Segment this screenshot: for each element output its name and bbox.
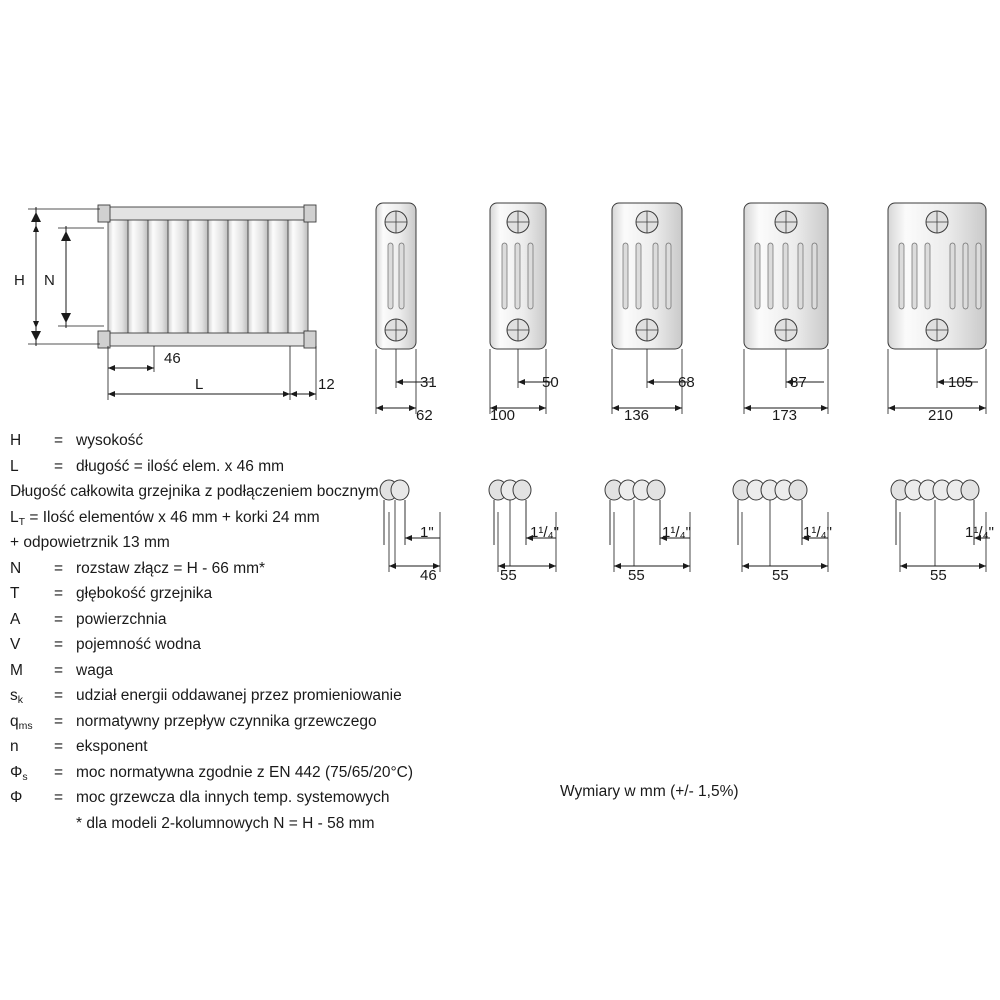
dim-thread-1: 1"	[420, 524, 434, 541]
dim-outer-5: 210	[928, 407, 954, 424]
legend-text: waga	[76, 661, 114, 679]
legend-text: = Ilość elementów x 46 mm + korki 24 mm	[29, 508, 320, 526]
legend-total-length-note: Długość całkowita grzejnika z podłączeniem bocznym	[10, 483, 379, 500]
dim-conn-1: 46	[420, 567, 437, 584]
legend-equals: =	[54, 457, 64, 475]
legend-symbol: T	[10, 585, 20, 602]
legend-symbol: A	[10, 610, 21, 628]
legend-symbol-sub: ms	[18, 719, 33, 732]
dim-inner-3: 68	[678, 374, 695, 391]
legend-symbol-lt-sub: T	[18, 515, 26, 528]
legend-symbol: M	[10, 661, 23, 679]
dim-thread-4: 1¹/₄"	[803, 524, 832, 541]
legend-equals: =	[54, 789, 64, 806]
legend-symbol: Φ	[10, 789, 23, 806]
legend-symbol-base: Φ	[10, 763, 23, 781]
dim-inner-1: 31	[420, 374, 437, 391]
legend-item	[10, 556, 480, 582]
legend-equals: =	[54, 712, 64, 730]
dim-inner-5: 105	[948, 374, 974, 391]
legend-item	[10, 632, 480, 658]
dim-thread-5: 1¹/₄"	[965, 524, 994, 541]
section-view-4-column	[612, 203, 688, 414]
dim-inner-4: 87	[790, 374, 807, 391]
legend-equals: =	[54, 559, 64, 577]
legend-symbol	[10, 760, 54, 788]
legend-symbol-base: q	[10, 712, 19, 730]
dim-outer-4: 173	[772, 407, 798, 424]
dim-thread-2: 1¹/₄"	[530, 524, 559, 541]
dim-end-offset: 12	[318, 376, 335, 393]
legend-equals: =	[54, 687, 64, 704]
dim-height-label: H	[14, 272, 25, 289]
dim-outer-2: 100	[490, 407, 516, 424]
dim-conn-4: 55	[772, 567, 789, 584]
legend-item	[10, 683, 480, 709]
legend-text: długość = ilość elem. x 46 mm	[76, 457, 285, 475]
section-view-5-column	[744, 203, 828, 414]
legend-text: powierzchnia	[76, 610, 167, 628]
legend-equals: =	[54, 432, 64, 449]
legend-equals: =	[54, 610, 64, 628]
legend-symbol	[10, 683, 54, 711]
dim-thread-3: 1¹/₄"	[662, 524, 691, 541]
dim-length-label: L	[195, 376, 204, 393]
legend-symbol	[10, 709, 54, 737]
dim-outer-3: 136	[624, 407, 650, 424]
legend-text: moc normatywna zgodnie z EN 442 (75/65/20°C)	[76, 763, 414, 781]
legend-symbol: L	[10, 457, 19, 475]
legend-item	[10, 581, 480, 607]
legend-item	[10, 760, 480, 786]
dim-conn-2: 55	[500, 567, 517, 584]
legend-symbol: H	[10, 432, 22, 449]
dim-element-pitch: 46	[164, 350, 181, 367]
legend-symbol: n	[10, 738, 19, 755]
legend-text: moc grzewcza dla innych temp. systemowych	[76, 789, 390, 806]
dim-center-label: N	[44, 272, 55, 289]
legend-item	[10, 454, 480, 480]
legend-equals: =	[54, 738, 64, 755]
dim-outer-1: 62	[416, 407, 433, 424]
legend-item	[10, 428, 480, 454]
legend-symbol-base: s	[10, 687, 18, 704]
legend-item	[10, 785, 480, 811]
legend-text: rozstaw złącz = H - 66 mm*	[76, 559, 266, 577]
legend-symbol: N	[10, 559, 22, 577]
legend-text: wysokość	[76, 432, 144, 449]
legend-symbol-lt: L	[10, 508, 19, 526]
dim-conn-3: 55	[628, 567, 645, 584]
legend-item	[10, 709, 480, 735]
legend-text: normatywny przepływ czynnika grzewczego	[76, 712, 377, 730]
legend-item	[10, 658, 480, 684]
legend-text: głębokość grzejnika	[76, 585, 213, 602]
legend-symbol: V	[10, 636, 21, 653]
legend-symbol-sub: s	[22, 770, 28, 783]
legend-item	[10, 734, 480, 760]
legend-text: pojemność wodna	[76, 636, 201, 653]
legend-symbol-sub: k	[17, 694, 23, 706]
dim-conn-5: 55	[930, 567, 947, 584]
legend-equals: =	[54, 636, 64, 653]
side-view-radiator	[28, 205, 316, 400]
symbol-legend	[10, 428, 480, 836]
legend-footnote: * dla modeli 2-kolumnowych N = H - 58 mm	[76, 814, 375, 832]
legend-item	[10, 607, 480, 633]
legend-total-length-formula	[10, 505, 480, 531]
dim-inner-2: 50	[542, 374, 559, 391]
legend-vent-note: + odpowietrznik 13 mm	[10, 534, 170, 551]
legend-text: eksponent	[76, 738, 148, 755]
legend-equals: =	[54, 763, 64, 781]
legend-equals: =	[54, 585, 64, 602]
dimensions-note: Wymiary w mm (+/- 1,5%)	[560, 783, 739, 800]
legend-equals: =	[54, 661, 64, 679]
legend-text: udział energii oddawanej przez promieniowanie	[76, 687, 402, 704]
